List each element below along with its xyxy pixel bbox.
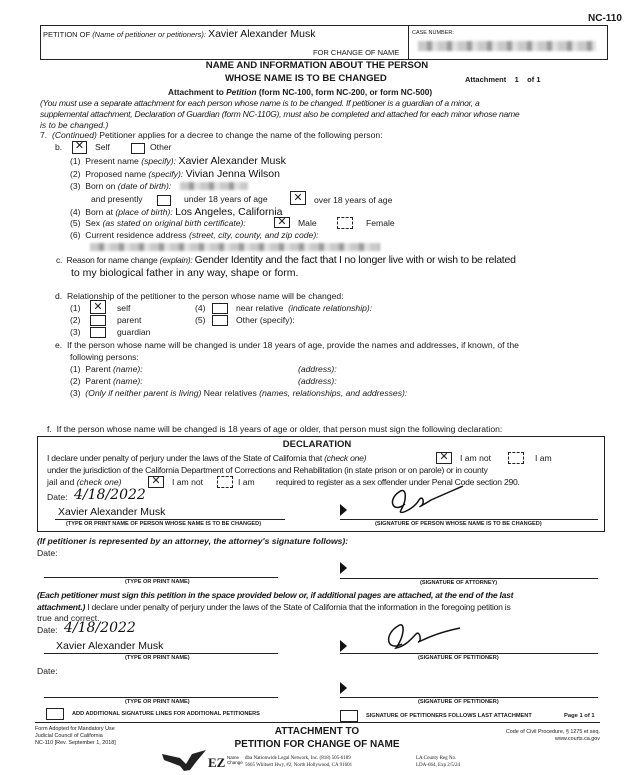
sign-here-arrow-icon [340, 504, 347, 516]
attorney-note: (If petitioner is represented by an attorney, the attorney's signature follows): [37, 536, 349, 546]
proposed-name-row: (2) Proposed name (specify): Vivian Jenna Wilson [70, 168, 280, 180]
rel-self-label: self [117, 303, 131, 313]
eagle-logo-icon [160, 748, 208, 772]
relationship-heading: d. Relationship of the petitioner to the person whose name will be changed: [55, 291, 344, 301]
declaration-printed-name: Xavier Alexander Musk [58, 506, 166, 518]
other-checkbox[interactable] [131, 143, 145, 154]
offender-label: I am [238, 477, 255, 487]
declaration-line2: under the jurisdiction of the California Department of Corrections and Rehabilitation (in state prison or on parole) or in county [47, 465, 488, 475]
petitioner2-signature-caption: (SIGNATURE OF PETITIONER) [418, 699, 499, 705]
follows-checkbox[interactable] [340, 710, 358, 722]
cdcr-label: I am [535, 453, 552, 463]
petitioners-note-1: (Each petitioner must sign this petition in the space provided below or, if additional pages are attached, at the end of the last [37, 590, 514, 600]
footer-title-2: PETITION FOR CHANGE OF NAME [234, 739, 400, 750]
petitioner-date-label: Date: [37, 625, 58, 635]
parent-1-address-label: (address): [298, 364, 337, 374]
not-offender-label: I am not [172, 477, 204, 487]
male-checkbox[interactable]: ✕ [274, 217, 290, 228]
address-redacted [90, 243, 380, 251]
female-checkbox[interactable] [337, 217, 353, 229]
petitioner-signature-line [340, 653, 598, 654]
rel-3-num: (3) [70, 327, 81, 337]
attorney-signature-caption: (SIGNATURE OF ATTORNEY) [420, 580, 498, 586]
instructions-2: supplemental attachment, Declaration of Guardian (form NC-110G), must also be completed and attached for each minor whose name [40, 109, 520, 119]
for-change-of-name: FOR CHANGE OF NAME [313, 48, 400, 57]
attorney-date-label: Date: [37, 548, 58, 558]
sex-row: (5) Sex (as stated on original birth certificate): [70, 218, 246, 228]
publisher-info: dba Nationwide Legal Network, Inc. (818) 505-6189 5665 Whitsett Hwy, #2, North Hollywood, CA 91601 [245, 756, 353, 768]
sign-here-arrow-icon [340, 640, 347, 652]
rel-2-num: (2) [70, 315, 81, 325]
rel-1-num: (1) [70, 303, 81, 313]
reason-row: c. Reason for name change (explain): Gender Identity and the fact that I no longer live with or wish to be related [56, 254, 516, 266]
petitioner-signature-caption: (SIGNATURE OF PETITIONER) [418, 655, 499, 661]
over-18-label: over 18 years of age [314, 195, 393, 205]
sign-here-arrow-icon [340, 682, 347, 694]
rel-near-relative-checkbox[interactable] [212, 303, 228, 314]
ez-logo-sub: Name Change [227, 755, 243, 765]
title-line2: WHOSE NAME IS TO BE CHANGED [225, 73, 387, 84]
minor-heading: e. If the person whose name will be changed is under 18 years of age, provide the names and addresses, if known, of the [55, 340, 519, 350]
petitioner2-name-caption: (TYPE OR PRINT NAME) [125, 699, 190, 705]
petitioner2-date-label: Date: [37, 666, 58, 676]
minor-heading-cont: following persons: [70, 352, 139, 362]
sign-here-arrow-icon [340, 562, 347, 574]
rel-self-checkbox[interactable]: ✕ [90, 300, 106, 314]
reason-value: Gender Identity and the fact that I no longer live with or wish to be related [194, 254, 516, 266]
near-relatives-row: (3) (Only if neither parent is living) Near relatives (names, relationships, and addresses): [70, 388, 408, 398]
instructions-1: (You must use a separate attachment for each person whose name is to be changed. If petitioner is a guardian of a minor, a [40, 98, 480, 108]
birth-date-redacted [180, 182, 248, 190]
address-row: (6) Current residence address (street, city, county, and zip code): [70, 230, 319, 240]
declaration-line1: I declare under penalty of perjury under the laws of the State of California that (check one) [47, 453, 367, 463]
item-b-label: b. [55, 142, 63, 152]
footer-rule [35, 722, 600, 723]
title-line1: NAME AND INFORMATION ABOUT THE PERSON [205, 60, 429, 71]
ez-logo-text: EZ [208, 755, 226, 770]
rel-parent-label: parent [117, 315, 142, 325]
footer-left: Form Adopted for Mandatory Use Judicial Council of California NC-110 [Rev. September 1, 2018] [35, 726, 116, 746]
petitioner-signature [380, 614, 480, 652]
reason-value-cont: to my biological father in any way, shape or form. [71, 267, 299, 279]
presently-label: and presently [91, 194, 143, 204]
declaration-signature-line [340, 519, 598, 520]
petitioner-name-caption: (TYPE OR PRINT NAME) [125, 655, 190, 661]
declaration-line3-post: required to register as a sex offender under Penal Code section 290. [276, 477, 520, 487]
attorney-signature-line[interactable] [340, 578, 598, 579]
rel-other-checkbox[interactable] [212, 315, 228, 326]
proposed-name-value: Vivian Jenna Wilson [185, 168, 280, 180]
parent-2-address-label: (address): [298, 376, 337, 386]
petitioner-date-value: 4/18/2022 [64, 620, 136, 636]
born-at-value: Los Angeles, California [175, 206, 283, 218]
header-divider [408, 25, 409, 60]
present-name-value: Xavier Alexander Musk [178, 155, 286, 167]
declaration-intro: f. If the person whose name will be changed is 18 years of age or older, that person must sign the following declaration: [47, 424, 503, 434]
petitioner-name: Xavier Alexander Musk [208, 28, 316, 40]
under-18-label: under 18 years of age [184, 194, 268, 204]
declaration-name-caption: (TYPE OR PRINT NAME OF PERSON WHOSE NAME IS TO BE CHANGED) [66, 521, 262, 527]
follows-label: SIGNATURE OF PETITIONERS FOLLOWS LAST ATTACHMENT [366, 713, 532, 719]
declaration-title: DECLARATION [282, 439, 352, 450]
rel-4-num: (4) [195, 303, 206, 313]
footer-right: Code of Civil Procedure, § 1275 et seq. www.courts.ca.gov [505, 729, 600, 742]
item7-heading: 7. (Continued) Petitioner applies for a decree to change the name of the following person: [40, 130, 383, 140]
add-lines-checkbox[interactable] [46, 708, 64, 720]
case-number-label: CASE NUMBER: [412, 30, 454, 36]
attorney-name-caption: (TYPE OR PRINT NAME) [125, 579, 190, 585]
not-cdcr-checkbox[interactable]: ✕ [436, 452, 452, 464]
male-label: Male [298, 218, 317, 228]
footer-title-1: ATTACHMENT TO [274, 726, 360, 737]
petitioners-note-2: attachment.) I declare under penalty of perjury under the laws of the State of California that the information in the foregoing petition is [37, 602, 511, 612]
rel-5-num: (5) [195, 315, 206, 325]
self-checkbox[interactable]: ✕ [72, 141, 87, 154]
case-number-redacted [418, 41, 596, 51]
attorney-name-line[interactable] [44, 577, 278, 578]
parent-2-row: (2) Parent (name): [70, 376, 143, 386]
petitioner2-name-line[interactable] [44, 697, 278, 698]
declaration-signature-caption: (SIGNATURE OF PERSON WHOSE NAME IS TO BE CHANGED) [375, 521, 542, 527]
declaration-signature [385, 480, 475, 518]
attachment-count: Attachment 1 of 1 [465, 75, 541, 84]
born-at-row: (4) Born at (place of birth): Los Angeles, California [70, 206, 283, 218]
title-subtitle: Attachment to Petition (form NC-100, form NC-200, or form NC-500) [168, 87, 433, 97]
declaration-date-value: 4/18/2022 [74, 487, 146, 503]
instructions-3: is to be changed.) [40, 120, 109, 130]
petitioner-name-line [44, 653, 278, 654]
rel-guardian-checkbox[interactable] [90, 327, 106, 338]
female-label: Female [366, 218, 395, 228]
petitioner-printed-name: Xavier Alexander Musk [56, 640, 164, 652]
over-18-checkbox[interactable]: ✕ [290, 191, 306, 205]
born-on-row: (3) Born on (date of birth): [70, 181, 172, 191]
rel-near-relative-label: near relative (indicate relationship): [236, 303, 373, 313]
not-cdcr-label: I am not [460, 453, 492, 463]
rel-parent-checkbox[interactable] [90, 315, 106, 326]
declaration-line3-pre: jail and (check one) [47, 477, 122, 487]
petition-of-label: PETITION OF (Name of petitioner or petitioners): Xavier Alexander Musk [43, 28, 316, 40]
under-18-checkbox[interactable] [157, 195, 171, 206]
self-label: Self [95, 142, 110, 152]
declaration-name-line [55, 519, 285, 520]
parent-1-row: (1) Parent (name): [70, 364, 143, 374]
rel-guardian-label: guardian [117, 327, 151, 337]
other-label: Other [150, 142, 172, 152]
page-number: Page 1 of 1 [564, 713, 595, 719]
not-offender-checkbox[interactable]: ✕ [148, 476, 164, 488]
offender-checkbox[interactable] [217, 476, 233, 488]
declaration-date-label: Date: [47, 492, 68, 502]
petitioners-note-3: true and correct. [37, 613, 100, 623]
add-lines-label: ADD ADDITIONAL SIGNATURE LINES FOR ADDITIONAL PETITIONERS [72, 711, 260, 717]
petitioner2-signature-line[interactable] [340, 697, 598, 698]
registration-info: LA County Reg No. LDA-664, Exp 2/5/24 [416, 756, 461, 768]
rel-other-label: Other (specify): [236, 315, 295, 325]
present-name-row: (1) Present name (specify): Xavier Alexander Musk [70, 155, 286, 167]
cdcr-checkbox[interactable] [508, 452, 524, 464]
form-id: NC-110 [588, 13, 622, 24]
